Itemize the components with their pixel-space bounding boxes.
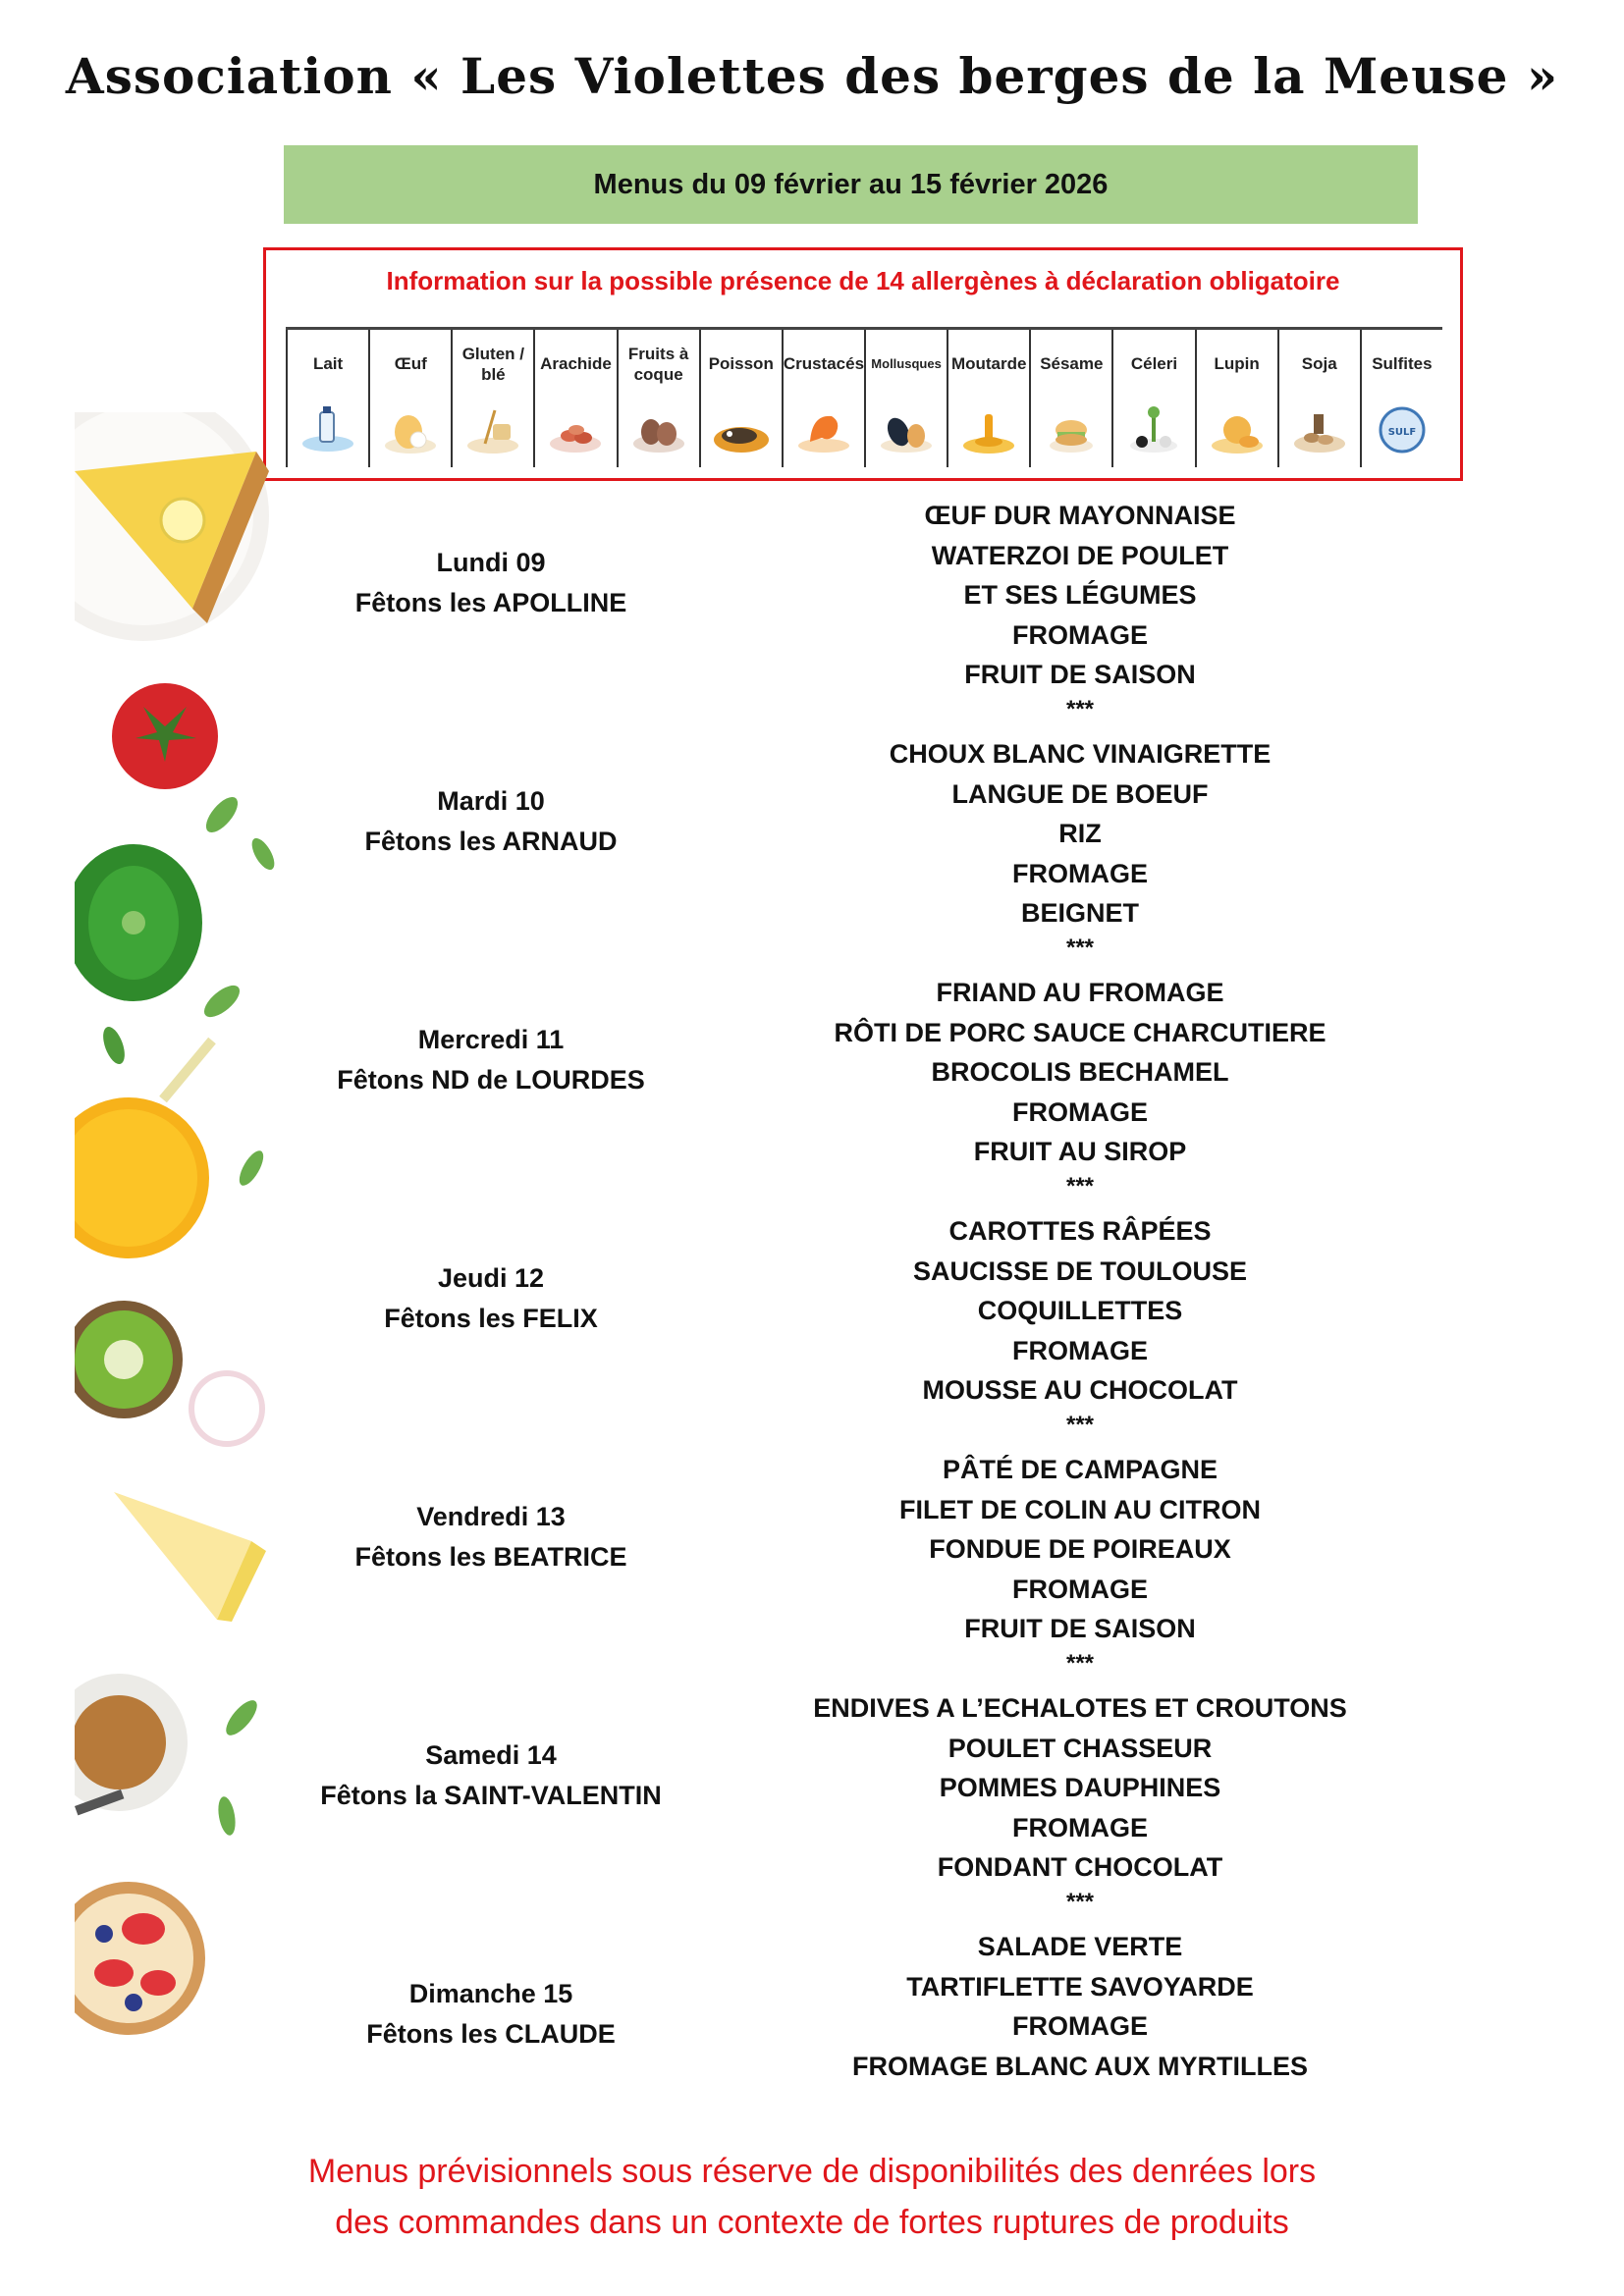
feast-label: Fêtons les FELIX bbox=[384, 1304, 598, 1333]
day-label: Jeudi 12 bbox=[437, 1263, 545, 1293]
footer-line-1: Menus prévisionnels sous réserve de disponibilités des denrées lors bbox=[307, 2153, 1317, 2190]
dish-item: TARTIFLETTE SAVOYARDE bbox=[906, 1971, 1254, 2002]
day-menu bbox=[0, 1688, 1624, 1927]
feast-label: Fêtons les BEATRICE bbox=[354, 1542, 627, 1572]
dish-item: FROMAGE bbox=[1012, 2011, 1148, 2041]
dish-list bbox=[785, 1927, 1375, 2086]
allergen-label: Crustacés bbox=[783, 354, 865, 374]
dish-item: ŒUF DUR MAYONNAISE bbox=[924, 501, 1236, 530]
dish-item: FROMAGE bbox=[1012, 1574, 1148, 1604]
allergen-label: Poisson bbox=[708, 354, 774, 374]
menu-separator: *** bbox=[1065, 1888, 1095, 1915]
allergen-cell bbox=[864, 330, 947, 467]
dish-item: SAUCISSE DE TOULOUSE bbox=[912, 1255, 1248, 1286]
wheat-icon bbox=[461, 399, 524, 455]
menu-separator: *** bbox=[1065, 1411, 1095, 1438]
fish-icon bbox=[710, 399, 773, 455]
nut-icon bbox=[627, 399, 690, 455]
sulfites-icon bbox=[1371, 399, 1434, 455]
day-info bbox=[295, 1020, 687, 1100]
allergen-cell bbox=[451, 330, 533, 467]
dish-item: FROMAGE bbox=[1012, 1812, 1148, 1842]
mussel-icon bbox=[875, 399, 938, 455]
dish-item: WATERZOI DE POULET bbox=[931, 540, 1229, 570]
day-info bbox=[295, 1735, 687, 1816]
dish-item: ENDIVES A L’ECHALOTES ET CROUTONS bbox=[813, 1693, 1347, 1723]
menu-separator: *** bbox=[1065, 1649, 1095, 1677]
dish-item: FRUIT DE SAISON bbox=[964, 660, 1196, 689]
menu-separator: *** bbox=[1065, 934, 1095, 961]
dish-item: RIZ bbox=[1058, 819, 1102, 848]
peanut-icon bbox=[544, 399, 607, 455]
day-label: Samedi 14 bbox=[425, 1740, 557, 1770]
dish-item: FONDUE DE POIREAUX bbox=[929, 1534, 1231, 1564]
dish-list bbox=[785, 1450, 1375, 1679]
shrimp-icon bbox=[792, 399, 855, 455]
allergen-cell bbox=[1277, 330, 1360, 467]
dish-item: ET SES LÉGUMES bbox=[963, 580, 1197, 610]
dish-item: PÂTÉ DE CAMPAGNE bbox=[942, 1455, 1218, 1484]
dish-item: FONDANT CHOCOLAT bbox=[937, 1852, 1223, 1882]
day-label: Vendredi 13 bbox=[416, 1502, 566, 1531]
dish-list bbox=[785, 496, 1375, 724]
dish-item: CHOUX BLANC VINAIGRETTE bbox=[889, 739, 1272, 769]
feast-label: Fêtons les ARNAUD bbox=[364, 827, 618, 856]
dish-list bbox=[785, 1211, 1375, 1440]
allergen-label: Céleri bbox=[1130, 354, 1178, 374]
day-menu bbox=[0, 496, 1624, 734]
allergen-label: Sulfites bbox=[1372, 354, 1433, 374]
menu-separator: *** bbox=[1065, 1172, 1095, 1200]
dish-item: LANGUE DE BOEUF bbox=[951, 778, 1209, 809]
day-info bbox=[295, 781, 687, 862]
allergen-cell bbox=[286, 330, 368, 467]
footer-line-2: des commandes dans un contexte de fortes ruptures de produits bbox=[335, 2204, 1289, 2241]
week-banner: Menus du 09 février au 15 février 2026 bbox=[284, 145, 1418, 224]
dish-item: RÔTI DE PORC SAUCE CHARCUTIERE bbox=[834, 1017, 1326, 1047]
menu-list bbox=[0, 496, 1624, 2165]
allergen-cell bbox=[533, 330, 616, 467]
allergen-cell bbox=[699, 330, 782, 467]
day-menu bbox=[0, 973, 1624, 1211]
feast-label: Fêtons la SAINT-VALENTIN bbox=[320, 1781, 662, 1810]
dish-item: COQUILLETTES bbox=[977, 1296, 1183, 1325]
day-label: Dimanche 15 bbox=[408, 1979, 573, 2008]
allergen-label: Œuf bbox=[394, 354, 427, 374]
dish-item: FROMAGE bbox=[1012, 1335, 1148, 1365]
dish-item: FRIAND AU FROMAGE bbox=[936, 978, 1224, 1007]
page-title: Association « Les Violettes des berges de la Meuse » bbox=[65, 47, 1559, 105]
feast-label: Fêtons les CLAUDE bbox=[366, 2019, 616, 2049]
dish-item: CAROTTES RÂPÉES bbox=[948, 1216, 1212, 1246]
dish-item: BEIGNET bbox=[1020, 898, 1139, 928]
allergen-strip bbox=[286, 327, 1442, 467]
allergen-cell bbox=[782, 330, 864, 467]
dish-item: POMMES DAUPHINES bbox=[939, 1773, 1221, 1802]
milk-icon bbox=[297, 399, 359, 455]
lupin-icon bbox=[1206, 399, 1269, 455]
dish-item: BROCOLIS BECHAMEL bbox=[931, 1057, 1229, 1087]
allergen-label: Lupin bbox=[1214, 354, 1260, 374]
day-menu bbox=[0, 1927, 1624, 2165]
menu-separator: *** bbox=[1065, 695, 1095, 722]
day-label: Mercredi 11 bbox=[417, 1025, 565, 1054]
allergen-cell bbox=[617, 330, 699, 467]
allergen-heading: Information sur la possible présence de 14 allergènes à déclaration obligatoire bbox=[386, 266, 1340, 295]
feast-label: Fêtons ND de LOURDES bbox=[337, 1065, 645, 1095]
egg-icon bbox=[379, 399, 442, 455]
allergen-cell bbox=[1195, 330, 1277, 467]
allergen-cell bbox=[947, 330, 1029, 467]
dish-item: MOUSSE AU CHOCOLAT bbox=[922, 1375, 1238, 1405]
dish-list bbox=[785, 973, 1375, 1201]
allergen-label: Moutarde bbox=[950, 354, 1027, 374]
allergen-label: Fruits à coque bbox=[627, 344, 689, 384]
celery-icon bbox=[1122, 399, 1185, 455]
day-info bbox=[295, 1497, 687, 1577]
dish-item: FRUIT AU SIROP bbox=[973, 1137, 1187, 1166]
soy-icon bbox=[1288, 399, 1351, 455]
svg-text:SULF: SULF bbox=[1387, 427, 1417, 438]
allergen-label: Arachide bbox=[540, 354, 612, 374]
allergen-label: Mollusques bbox=[871, 355, 942, 371]
allergen-label: Sésame bbox=[1040, 354, 1104, 374]
allergen-cell bbox=[1360, 330, 1442, 467]
allergen-label: Lait bbox=[312, 354, 344, 374]
dish-list bbox=[785, 734, 1375, 963]
day-info bbox=[295, 543, 687, 623]
sesame-icon bbox=[1040, 399, 1103, 455]
allergen-info-box bbox=[263, 247, 1463, 481]
day-info bbox=[295, 1258, 687, 1339]
day-info bbox=[295, 1974, 687, 2055]
day-menu bbox=[0, 1211, 1624, 1450]
day-label: Lundi 09 bbox=[436, 548, 546, 577]
dish-item: FILET DE COLIN AU CITRON bbox=[899, 1494, 1261, 1524]
day-menu bbox=[0, 1450, 1624, 1688]
allergen-cell bbox=[368, 330, 451, 467]
dish-item: FROMAGE bbox=[1012, 1096, 1148, 1127]
day-label: Mardi 10 bbox=[437, 786, 545, 816]
allergen-label: Soja bbox=[1301, 354, 1337, 374]
mustard-icon bbox=[957, 399, 1020, 455]
day-menu bbox=[0, 734, 1624, 973]
dish-item: FRUIT DE SAISON bbox=[964, 1614, 1196, 1643]
footer-note bbox=[0, 2146, 1624, 2248]
allergen-label: Gluten / blé bbox=[461, 344, 524, 384]
allergen-cell bbox=[1029, 330, 1111, 467]
dish-item: POULET CHASSEUR bbox=[947, 1733, 1213, 1763]
dish-item: FROMAGE bbox=[1012, 858, 1148, 888]
dish-item: SALADE VERTE bbox=[977, 1932, 1183, 1961]
feast-label: Fêtons les APOLLINE bbox=[354, 588, 627, 617]
dish-item: FROMAGE BLANC AUX MYRTILLES bbox=[852, 2051, 1308, 2081]
allergen-cell bbox=[1111, 330, 1194, 467]
dish-item: FROMAGE bbox=[1012, 619, 1148, 650]
dish-list bbox=[785, 1688, 1375, 1917]
